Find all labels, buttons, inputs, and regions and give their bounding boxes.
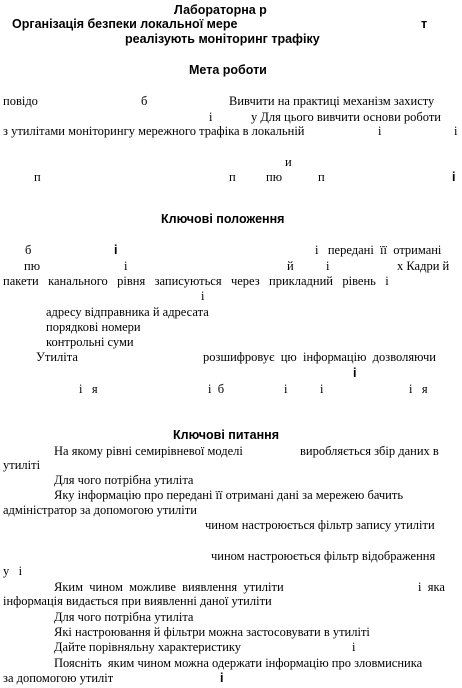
question-item: Яку інформацію про передані її отримані дані за мережею бачить: [54, 488, 404, 502]
purpose-text: б: [141, 94, 148, 108]
key-points-text: і передані її отримані: [315, 243, 442, 257]
key-points-text: розшифровує цю інформацію дозволяючи: [203, 350, 436, 364]
purpose-text: і: [378, 124, 382, 138]
question-item: і яка: [418, 580, 445, 594]
question-item: і: [352, 640, 356, 654]
question-item: Для чого потрібна утиліта: [54, 610, 194, 624]
key-points-text: і: [124, 259, 128, 273]
key-points-text: Утиліта: [36, 350, 78, 364]
title-line-1: Лабораторна р: [174, 3, 267, 17]
list-item: адресу відправника й адресата: [46, 305, 209, 319]
question-item: утиліті: [3, 458, 41, 472]
key-points-text: пю: [24, 259, 41, 273]
key-points-text: й: [287, 259, 294, 273]
purpose-text: з утилітами моніторингу мережного трафіка в локальній: [3, 124, 305, 138]
question-item: Яким чином можливе виявлення утиліти: [54, 580, 284, 594]
key-points-text: і: [114, 243, 118, 257]
key-points-text: пакети канального рівня записуються через прикладний рівень і: [3, 274, 389, 288]
key-points-text: і: [201, 289, 205, 303]
purpose-text: і: [209, 110, 213, 124]
title-line-3: реалізують моніторинг трафіку: [125, 32, 320, 46]
key-points-text: і: [326, 259, 330, 273]
key-points-text: х Кадри й: [397, 259, 450, 273]
question-item: виробляється збір даних в: [300, 444, 439, 458]
question-item: у і: [3, 564, 23, 578]
question-item: інформація видається при виявленні даної утиліти: [3, 594, 272, 608]
question-item: чином настроюється фільтр запису утиліти: [205, 518, 435, 532]
question-item: за допомогою утиліт: [3, 671, 114, 685]
key-points-heading: Ключові положення: [161, 212, 285, 226]
key-points-text: і б: [208, 382, 225, 396]
purpose-text: п: [229, 170, 236, 184]
purpose-text: и: [285, 155, 292, 169]
list-item: контрольні суми: [46, 335, 134, 349]
question-item: адміністратор за допомогою утиліти: [3, 503, 197, 517]
purpose-text: і: [454, 124, 458, 138]
questions-heading: Ключові питання: [173, 428, 279, 442]
question-item: Для чого потрібна утиліта: [54, 473, 194, 487]
question-item: Поясніть яким чином можна одержати інформацію про зловмисника: [54, 656, 423, 670]
question-item: Дайте порівняльну характеристику: [54, 640, 242, 654]
title-line-2-end: т: [421, 17, 428, 31]
purpose-text: у Для цього вивчити основи роботи: [251, 110, 441, 124]
question-item: чином настроюється фільтр відображення: [211, 549, 436, 563]
key-points-text: і: [353, 366, 357, 380]
purpose-text: пю: [266, 170, 283, 184]
key-points-text: б: [25, 243, 32, 257]
purpose-text: Вивчити на практиці механізм захисту: [229, 94, 435, 108]
question-item: Які настроювання й фільтри можна застосовувати в утиліті: [54, 625, 370, 639]
purpose-heading: Мета роботи: [189, 63, 267, 77]
key-points-text: і я: [79, 382, 98, 396]
purpose-text: повідо: [3, 94, 38, 108]
key-points-text: і я: [409, 382, 428, 396]
list-item: порядкові номери: [46, 320, 141, 334]
purpose-text: п: [318, 170, 325, 184]
purpose-text: п: [34, 170, 41, 184]
question-item: і: [220, 671, 224, 685]
key-points-text: і: [320, 382, 324, 396]
key-points-text: і: [284, 382, 288, 396]
question-item: На якому рівні семирівневої моделі: [54, 444, 243, 458]
title-line-2: Організація безпеки локальної мере: [12, 17, 238, 31]
purpose-text: і: [452, 170, 456, 184]
